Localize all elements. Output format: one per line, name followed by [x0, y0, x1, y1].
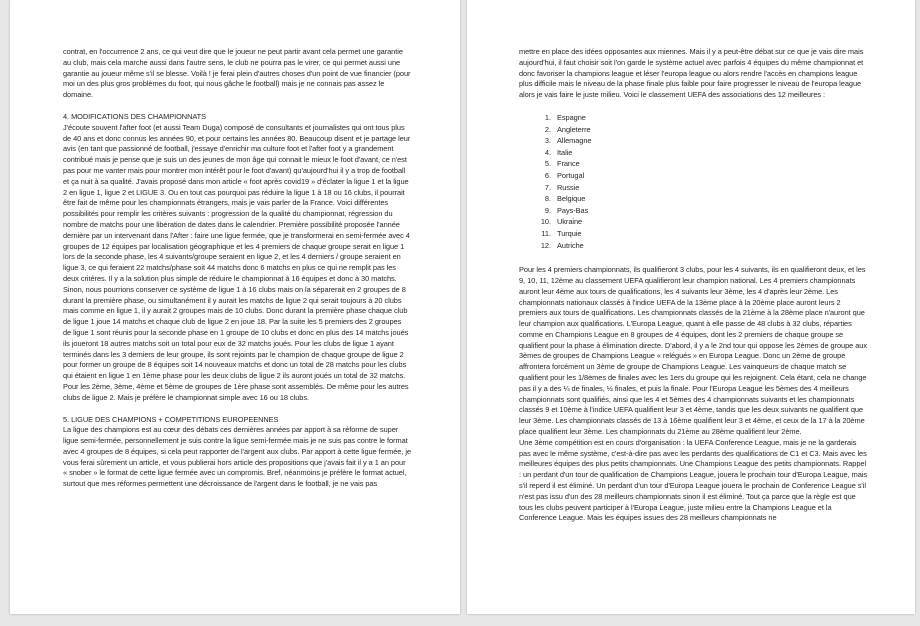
ranking-country: Turquie [557, 228, 582, 238]
ranking-list-item [533, 135, 869, 147]
ranking-number: 1. [544, 112, 551, 122]
ranking-number: 4. [544, 147, 551, 157]
ranking-number: 6. [544, 170, 551, 180]
paragraph-bottom: Une 3ème compétition est en cours d'organisation : la UEFA Conference League, mais je ne la garderais pas avec le même système, c'est-à-dire pas avec les perdants des qualifications de C1 et C3. Mais avec les meilleures équipes des plus petits championnats. Une Champions League des petits championnats. Rappel : un perdant d'un tour de qualification de Champions League, jouera le prochain tour d'Europa League, mais s'il reperd il est éliminé. Un perdant d'un tour d'Europa League jouera le prochain de Conference League s'il n'est pas issu d'un des 28 meilleurs championnats sinon il est éliminé. Tout ça parce que la règle est que tous les clubs peuvent participer à l'Europa League, juste milieu entre la Champions League et la Conference League. Mais les équipes issues des 28 meilleurs championnats ne [519, 437, 867, 523]
section-heading-4: 4. MODIFICATIONS DES CHAMPIONNATS [63, 111, 207, 121]
section-heading-5: 5. LIGUE DES CHAMPIONS + COMPETITIONS EUROPEENNES [63, 414, 279, 424]
ranking-list-item [533, 112, 869, 124]
ranking-list-item [533, 205, 869, 217]
ranking-list-item [533, 240, 869, 252]
paragraph-intro: contrat, en l'occurrence 2 ans, ce qui veut dire que le joueur ne peut partir avant cela permet une garantie au club, mais cela marche aussi dans l'autre sens, le club ne pourra pas le virer, ce qui permet aussi une garantie au joueur même s'il se blesse. Voilà ! je ferai plein d'autres choses d'un point de vue financier (pour moi un des plus gros problèmes du foot, qui nous gâche le football) mais je ne connais pas assez le domaine. [63, 47, 411, 100]
ranking-number: 2. [544, 124, 551, 134]
ranking-list-item [533, 147, 869, 159]
ranking-country: Belgique [557, 194, 586, 204]
ranking-list-item [533, 158, 869, 170]
paragraph-section-4: J'écoute souvent l'after foot (et aussi Team Duga) composé de consultants et journalistes qui ont tous plus de 40 ans et donc connus les années 90, et pour certains les années 80. Beaucoup disent et je partage leur avis (en tant que passionné de football, j'essaye d'enrichir ma culture foot et l'after foot y a grandement contribué mais je pense que je suis un des jeunes de mon âge qui connait le mieux le foot d'avant, ce n'est pas pour me vanter mais pour montrer mon intérêt pour le foot d'avant) qu'aujourd'hui il y a trop de football et ça nuit à sa qualité. J'avais proposé dans mon article « foot après covid19 » d'éclater la ligue 1 et la ligue 2 en ligue 1, ligue 2 et LIGUE 3. Ou en tout cas pourquoi pas réduire la ligue 1 à 18 ou 16 clubs, il pourrait être fait de même pour les championnats étrangers, mais je vais parler de la France. Voici différentes possibilités pour remplir les critères suivants : progression de la qualité du championnat, régression du nombre de matchs pour une libération de dates dans le calendrier. Première possibilité proposée l'année dernière par un intervenant dans l'After : faire une ligue fermée, que je transformerai en semi-fermée avec 4 groupes de 12 équipes par localisation géographique et les 4 premiers de chaque groupe serait en ligue 1 lors de la seconde phase, les 4 suivants/groupe seraient en ligue 2, et les 4 derniers / groupe seraient en ligue 3, ce qui feraient 22 matchs/phase soit 44 matchs donc 6 matchs en plus ce qui ne remplit pas les deux critères. Il y a la solution plus simple de réduire le championnat à 16 équipes et donc à 30 matchs. Sinon, nous pourrions conserver ce système de ligue 1 à 16 clubs mais on la séparerait en 2 groupes de 8 durant la première phase, ou simultanément il y aurait les matchs de ligue 2 qui serait toujours à 20 clubs mais comme en ligue 1, il y aurait 2 groupes mais de 10 clubs. Donc durant la première phase chaque club de ligue 1 joue 14 matchs et chaque club de ligue 2 en joue 18. Par la suite les 5 premiers des 2 groupes de ligue 1 sont réunis pour la seconde phase en 1 groupe de 10 clubs et donc en plus des 14 matchs joués ils joueront 18 autres matchs soit un total pour eux de 32 matchs joués. Pour les clubs de ligue 1 ayant terminés dans les 3 derniers de leur groupe, ils sont rejoints par le champion de chaque groupe de ligue 2 pour former un groupe de 8 équipes soit 14 nouveaux matchs et donc un total de 28 matchs pour les clubs qui étaient en ligue 1 en 1ème phase pour les deux clubs de ligue 2 ils auront joués un total de 32 matchs. Pour les 2ème, 3ème, 4ème et 5ème de groupes de 1ère phase sont assemblés. De même pour les autres clubs de ligue 2. Mais je préfère le championnat simple avec 16 ou 18 clubs. [63, 122, 411, 402]
ranking-number: 9. [544, 205, 551, 215]
ranking-country: Ukraine [557, 217, 583, 227]
ranking-country: Autriche [557, 240, 584, 250]
ranking-number: 7. [544, 182, 551, 192]
ranking-list-item [533, 124, 869, 136]
ranking-number: 5. [544, 159, 551, 169]
ranking-number: 3. [544, 136, 551, 146]
ranking-list-item [533, 228, 869, 240]
right-page-text [519, 47, 869, 524]
ranking-number: 11. [541, 228, 551, 238]
paragraph-section-5: La ligue des champions est au cœur des débats ces dernières années par apport à sa réforme de super ligue semi-fermée, personnellement je suis contre la ligue semi-fermée mais je ne suis pas contre le format avec 4 groupes de 8 équipes, si cela peut rapporter de l'argent aux clubs. Par apport à cette ligue fermée, je vous ferai sûrement un article, et vous publierai hors article des propositions que j'avais fait il y a 1 an pour « snober » le format de cette ligue fermée avec un compromis. Bref, néanmoins je préfère le format actuel, surtout que mes réformes permettent une décroissance de l'argent dans le football, je ne vais pas [63, 425, 412, 489]
ranking-list-item [533, 216, 869, 228]
ranking-country: Pays-Bas [557, 205, 589, 215]
ranking-number: 10. [540, 217, 551, 227]
document-page-left [10, 0, 460, 614]
ranking-list-item [533, 170, 869, 182]
ranking-country: Espagne [557, 112, 586, 122]
ranking-list-item [533, 182, 869, 194]
uefa-ranking-list [519, 112, 869, 251]
paragraph-top: mettre en place des idées opposantes aux miennes. Mais il y a peut-être débat sur ce que je vais dire mais aujourd'hui, il faut choisir soit l'on garde le système actuel avec parfois 4 équipes du même championnat et donc favoriser la champions league et léser l'europa league ou alors rendre l'accès en champions league plus difficile mais le niveau de la phase finale plus faible pour faire progresser le niveau de l'europa league alors je vais faire le juste milieu. Voici le classement UEFA des associations des 12 meilleures : [519, 47, 864, 100]
ranking-country: Italie [557, 147, 573, 157]
ranking-country: Angleterre [557, 124, 591, 134]
document-page-right [467, 0, 915, 614]
left-page-text [63, 47, 411, 490]
ranking-country: Portugal [557, 170, 585, 180]
ranking-number: 8. [544, 194, 551, 204]
ranking-list-item [533, 193, 869, 205]
ranking-country: Russie [557, 182, 580, 192]
ranking-country: France [557, 159, 580, 169]
paragraph-middle: Pour les 4 premiers championnats, ils qualifieront 3 clubs, pour les 4 suivants, ils en qualifieront deux, et les 9, 10, 11, 12ème au classement UEFA qualifieront leur champion national. Les 4 premiers championnats auront leur 4ème aux tours de qualifications, les 4 suivants leur 3ème, les 4 d'après leur 2ème. Les championnats nationaux classés à l'indice UEFA de la 13ème place à la 20ème place auront leurs 2 premiers aux tours de qualifications. Les championnats classés de la 21ème à la 28ème place n'auront que leur champion aux qualifications. L'Europa League, quant à elle passe de 48 clubs à 32 clubs, réparties comme en Champions League en 8 groupes de 4 équipes, dont les 2 premiers de chaque groupe se qualifient pour la phase à élimination directe. D'abord, il y a le 2nd tour qui oppose les 2èmes de groupe aux 3èmes de groupes de Champions League « relégués » en Europa League. Donc un 2ème de groupe affrontera forcément un 3ème de groupe de Champions League. Les vainqueurs de chaque match se qualifient pour les 1/8èmes de finales avec les 1ers du groupe qui les rejoignent. Cela étant, cela ne change pas il y a des ¼ de finales, ½ finales, et puis la finale. Pour l'Europa League les 5èmes des 4 meilleurs championnats sont qualifiés, ainsi que les 4 et 5èmes des 4 championnats suivants et les championnats classés 9 et 10ème à l'indice UEFA qualifient leur 3 et 4ème, tandis que les deux suivants ne qualifient que leur 3ème. Les championnats classés de 13 à 16ème qualifient leur 3 et 4ème, et ceux de la 17 à la 20ème place qualifient leur 3ème. Les championnats du 21ème au 28ème qualifient leur 2ème. [519, 265, 868, 437]
ranking-country: Allemagne [557, 136, 592, 146]
ranking-number: 12. [540, 240, 551, 250]
